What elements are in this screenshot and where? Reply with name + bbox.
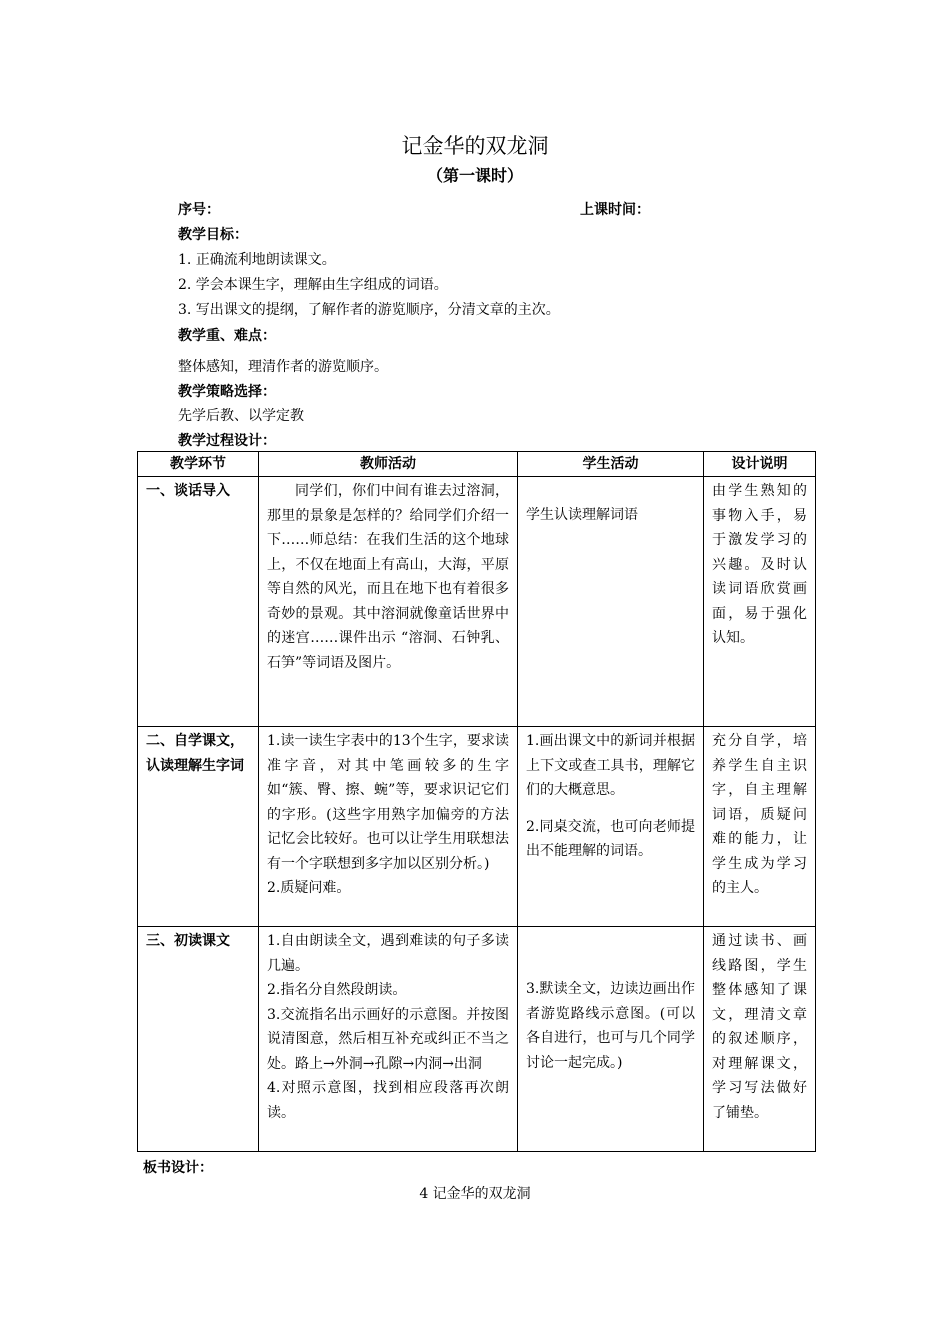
objective-item: 3. 写出课文的提纲，了解作者的游览顺序，分清文章的主次。 xyxy=(178,302,560,318)
objective-item: 1. 正确流利地朗读课文。 xyxy=(178,252,336,268)
stage-cell: 三、初读课文 xyxy=(138,927,259,1152)
student-activity-cell xyxy=(518,927,704,1152)
teacher-activity-text: 1.自由朗读全文，遇到难读的句子多读几遍。 xyxy=(267,933,509,974)
class-time-label: 上课时间： xyxy=(580,202,650,218)
column-header-teacher: 教师活动 xyxy=(259,452,518,477)
student-activity-text: 1.画出课文中的新词并根据上下文或查工具书，理解它们的大概意思。 xyxy=(526,733,695,798)
design-note-cell: 通过读书、画线路图，学生整体感知了课文，理清文章的叙述顺序，对理解课文，学习写法做好了铺垫。 xyxy=(704,927,816,1152)
student-activity-text: 3.默读全文，边读边画出作者游览路线示意图。(可以各自进行，也可与几个同学讨论一起完成。) xyxy=(526,981,695,1071)
teacher-activity-cell xyxy=(259,927,518,1152)
strategy-text: 先学后教、以学定教 xyxy=(178,408,304,424)
student-activity-cell xyxy=(518,727,704,927)
teacher-activity-text: 4.对照示意图，找到相应段落再次朗读。 xyxy=(267,1080,509,1121)
table-row xyxy=(138,927,816,1152)
key-points-text: 整体感知，理清作者的游览顺序。 xyxy=(178,359,388,375)
board-design-title: 4 记金华的双龙洞 xyxy=(419,1186,531,1202)
column-header-note: 设计说明 xyxy=(704,452,816,477)
board-design-heading: 板书设计： xyxy=(143,1160,213,1176)
teacher-activity-cell xyxy=(259,477,518,727)
teaching-process-table xyxy=(137,451,816,1152)
document-title: 记金华的双龙洞 xyxy=(401,134,549,158)
key-points-heading: 教学重、难点： xyxy=(178,328,276,344)
objectives-heading: 教学目标： xyxy=(178,227,248,243)
serial-label: 序号： xyxy=(178,202,220,218)
column-header-student: 学生活动 xyxy=(518,452,704,477)
strategy-heading: 教学策略选择： xyxy=(178,384,276,400)
lesson-subtitle: （第一课时） xyxy=(426,166,523,185)
stage-cell: 一、谈话导入 xyxy=(138,477,259,727)
stage-cell: 二、自学课文，认读理解生字词 xyxy=(138,727,259,927)
teacher-activity-text: 1.读一读生字表中的13个生字，要求读准字音，对其中笔画较多的生字如“簇、臀、擦、蜿”等，要求识记它们的字形。(这些字用熟字加偏旁的方法记忆会比较好。也可以让学生用联想法有一个字联想到多字加以区别分析。) xyxy=(267,733,509,872)
teacher-activity-text: 2.质疑问难。 xyxy=(267,880,351,896)
table-header-row xyxy=(138,452,816,477)
teacher-activity-cell xyxy=(259,727,518,927)
process-heading: 教学过程设计： xyxy=(178,433,276,449)
table-row xyxy=(138,727,816,927)
column-header-stage: 教学环节 xyxy=(138,452,259,477)
student-activity-text: 学生认读理解词语 xyxy=(526,507,638,523)
table-row xyxy=(138,477,816,727)
design-note-cell: 充分自学，培养学生自主识字，自主理解词语，质疑问难的能力，让学生成为学习的主人。 xyxy=(704,727,816,927)
teacher-activity-text: 3.交流指名出示画好的示意图。并按图说清图意，然后相互补充或纠正不当之处。路上→外洞→孔隙→内洞→出洞 xyxy=(267,1006,509,1072)
objective-item: 2. 学会本课生字，理解由生字组成的词语。 xyxy=(178,277,448,293)
student-activity-cell xyxy=(518,477,704,727)
student-activity-text: 2.同桌交流，也可向老师提出不能理解的词语。 xyxy=(526,818,695,859)
teacher-activity-text: 2.指名分自然段朗读。 xyxy=(267,982,407,998)
design-note-cell: 由学生熟知的事物入手，易于激发学习的兴趣。及时认读词语欣赏画面，易于强化认知。 xyxy=(704,477,816,727)
teacher-activity-text: 同学们，你们中间有谁去过溶洞，那里的景象是怎样的？给同学们介绍一下……师总结：在我们生活的这个地球上，不仅在地面上有高山，大海，平原等自然的风光，而且在地下也有着很多奇妙的景观。其中溶洞就像童话世界中的迷宫……课件出示 “溶洞、石钟乳、石笋”等词语及图片。 xyxy=(267,483,509,671)
